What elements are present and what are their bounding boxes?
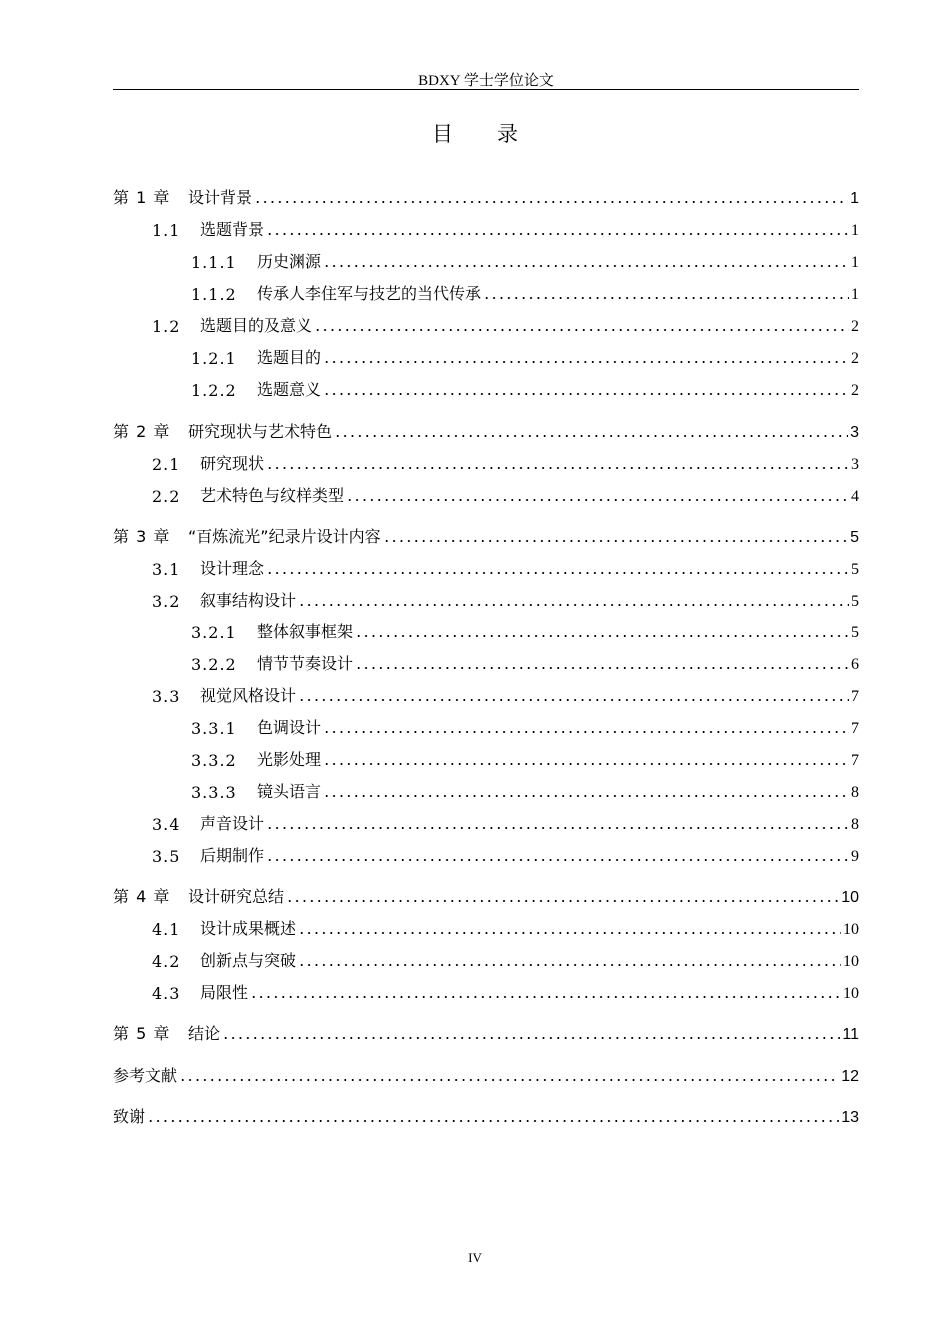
running-header: BDXY 学士学位论文 <box>418 73 554 89</box>
toc-dot-leader <box>298 699 849 701</box>
toc-entry-page: 1 <box>851 286 859 303</box>
toc-dot-leader <box>346 499 849 501</box>
toc-entry-page: 13 <box>841 1109 859 1126</box>
toc-entry[interactable] <box>113 248 859 272</box>
toc-dot-leader <box>323 361 849 363</box>
toc-entry[interactable] <box>113 450 859 474</box>
toc-entry-title: “百炼流光”纪录片设计内容 <box>188 527 381 546</box>
toc-entry-page: 2 <box>851 350 859 367</box>
toc-entry-page: 10 <box>843 953 859 970</box>
toc-dot-leader <box>334 435 848 437</box>
toc-dot-leader <box>323 265 849 267</box>
toc-entry-number: 3.4 <box>152 815 181 834</box>
toc-entry[interactable] <box>113 587 859 611</box>
toc-entry-page: 5 <box>850 529 859 546</box>
toc-entry-number: 3.2 <box>152 592 181 611</box>
toc-dot-leader <box>266 827 849 829</box>
page-number: IV <box>468 1250 482 1265</box>
toc-entry[interactable] <box>113 482 859 506</box>
toc-entry[interactable] <box>113 842 859 866</box>
toc-entry[interactable] <box>113 418 859 442</box>
toc-entry[interactable] <box>113 979 859 1003</box>
toc-entry-title: 设计研究总结 <box>188 887 285 906</box>
toc-entry-page: 8 <box>851 784 859 801</box>
toc-entry-page: 5 <box>851 561 859 578</box>
toc-entry[interactable] <box>113 947 859 971</box>
toc-entry-page: 2 <box>851 382 859 399</box>
toc-entry-number: 3.2.1 <box>191 623 237 642</box>
toc-entry-number: 3.3 <box>152 687 181 706</box>
toc-entry-page: 11 <box>842 1026 859 1043</box>
toc-entry-title: 整体叙事框架 <box>257 622 354 641</box>
toc-entry-title: 局限性 <box>200 983 249 1002</box>
toc-entry-title: 历史渊源 <box>257 252 322 271</box>
toc-entry-page: 7 <box>851 752 859 769</box>
toc-dot-leader <box>323 393 849 395</box>
toc-entry-page: 10 <box>843 921 859 938</box>
toc-dot-leader <box>266 233 849 235</box>
toc-entry-page: 4 <box>851 488 859 505</box>
toc-entry[interactable] <box>113 184 859 208</box>
toc-title: 目录 <box>432 122 562 146</box>
toc-dot-leader <box>298 604 849 606</box>
toc-dot-leader <box>179 1079 839 1081</box>
toc-entry-page: 1 <box>850 190 859 207</box>
toc-dot-leader <box>250 996 841 998</box>
toc-entry-number: 第 2 章 <box>113 422 171 441</box>
toc-dot-leader <box>355 667 849 669</box>
toc-entry-title: 艺术特色与纹样类型 <box>200 486 345 505</box>
toc-entry-title: 选题目的及意义 <box>200 316 313 335</box>
toc-dot-leader <box>254 201 848 203</box>
toc-entry-page: 2 <box>851 318 859 335</box>
toc-entry-page: 7 <box>851 720 859 737</box>
toc-entry-number: 3.2.2 <box>191 655 237 674</box>
toc-entry-title: 选题背景 <box>200 220 265 239</box>
toc-entry[interactable] <box>113 312 859 336</box>
toc-dot-leader <box>483 297 849 299</box>
toc-dot-leader <box>266 467 849 469</box>
toc-entry-number: 1.2 <box>152 317 181 336</box>
toc-entry-page: 5 <box>851 624 859 641</box>
toc-entry[interactable] <box>113 1062 859 1086</box>
toc-entry-number: 1.2.1 <box>191 349 237 368</box>
toc-entry[interactable] <box>113 810 859 834</box>
toc-entry-page: 12 <box>841 1068 859 1085</box>
toc-entry-title: 设计理念 <box>200 559 265 578</box>
toc-entry-page: 9 <box>851 848 859 865</box>
toc-entry[interactable] <box>113 1020 859 1044</box>
toc-entry-page: 7 <box>851 688 859 705</box>
toc-entry[interactable] <box>113 376 859 400</box>
toc-entry-number: 4.3 <box>152 984 181 1003</box>
toc-dot-leader <box>323 731 849 733</box>
toc-dot-leader <box>286 900 839 902</box>
table-of-contents <box>113 0 859 1200</box>
toc-entry[interactable] <box>113 778 859 802</box>
toc-entry[interactable] <box>113 618 859 642</box>
toc-entry-title: 参考文献 <box>113 1066 178 1085</box>
toc-entry-title: 研究现状 <box>200 454 265 473</box>
toc-dot-leader <box>266 859 849 861</box>
toc-entry-title: 结论 <box>188 1024 221 1043</box>
toc-entry-title: 选题意义 <box>257 380 322 399</box>
toc-entry-title: 致谢 <box>113 1107 146 1126</box>
toc-entry-number: 第 1 章 <box>113 188 171 207</box>
toc-entry-title: 镜头语言 <box>257 782 322 801</box>
toc-entry-title: 叙事结构设计 <box>200 591 297 610</box>
toc-entry-number: 2.2 <box>152 487 181 506</box>
toc-dot-leader <box>298 964 841 966</box>
toc-entry-number: 3.5 <box>152 847 181 866</box>
toc-dot-leader <box>314 329 849 331</box>
toc-entry-title: 设计背景 <box>188 188 253 207</box>
toc-entry-number: 3.3.1 <box>191 719 237 738</box>
toc-entry-page: 1 <box>851 222 859 239</box>
toc-entry[interactable] <box>113 344 859 368</box>
toc-entry[interactable] <box>113 216 859 240</box>
toc-entry-page: 6 <box>851 656 859 673</box>
toc-entry-number: 4.2 <box>152 952 181 971</box>
toc-entry-title: 研究现状与艺术特色 <box>188 422 333 441</box>
toc-entry-page: 1 <box>851 254 859 271</box>
toc-entry-page: 8 <box>851 816 859 833</box>
toc-dot-leader <box>323 763 849 765</box>
toc-entry[interactable] <box>113 915 859 939</box>
toc-entry-number: 3.1 <box>152 560 181 579</box>
toc-entry-title: 视觉风格设计 <box>200 686 297 705</box>
toc-entry[interactable] <box>113 555 859 579</box>
toc-entry-number: 1.1 <box>152 221 181 240</box>
toc-dot-leader <box>266 572 849 574</box>
toc-entry-number: 1.2.2 <box>191 381 237 400</box>
toc-entry-number: 1.1.2 <box>191 285 237 304</box>
toc-entry-page: 3 <box>850 424 859 441</box>
toc-dot-leader <box>383 540 849 542</box>
toc-dot-leader <box>147 1120 839 1122</box>
toc-entry[interactable] <box>113 746 859 770</box>
toc-entry-page: 3 <box>851 456 859 473</box>
toc-dot-leader <box>323 795 849 797</box>
toc-entry[interactable] <box>113 883 859 907</box>
toc-dot-leader <box>222 1037 840 1039</box>
toc-entry-page: 10 <box>841 889 859 906</box>
toc-entry-number: 3.3.3 <box>191 783 237 802</box>
toc-entry-number: 第 3 章 <box>113 527 171 546</box>
toc-entry[interactable] <box>113 682 859 706</box>
toc-entry[interactable] <box>113 1103 859 1127</box>
toc-entry[interactable] <box>113 650 859 674</box>
toc-entry-number: 第 5 章 <box>113 1024 171 1043</box>
toc-entry[interactable] <box>113 523 859 547</box>
toc-entry-number: 1.1.1 <box>191 253 237 272</box>
toc-dot-leader <box>298 932 841 934</box>
toc-entry-title: 传承人李住军与技艺的当代传承 <box>257 284 482 303</box>
toc-entry[interactable] <box>113 714 859 738</box>
toc-entry-title: 创新点与突破 <box>200 951 297 970</box>
toc-entry-page: 5 <box>851 593 859 610</box>
toc-entry-title: 选题目的 <box>257 348 322 367</box>
toc-entry-number: 第 4 章 <box>113 887 171 906</box>
toc-entry[interactable] <box>113 280 859 304</box>
toc-entry-number: 3.3.2 <box>191 751 237 770</box>
toc-entry-number: 4.1 <box>152 920 181 939</box>
toc-entry-title: 光影处理 <box>257 750 322 769</box>
toc-entry-title: 声音设计 <box>200 814 265 833</box>
toc-dot-leader <box>355 635 849 637</box>
toc-entry-title: 后期制作 <box>200 846 265 865</box>
toc-entry-title: 情节节奏设计 <box>257 654 354 673</box>
toc-entry-title: 设计成果概述 <box>200 919 297 938</box>
toc-entry-number: 2.1 <box>152 455 181 474</box>
toc-entry-page: 10 <box>843 985 859 1002</box>
toc-entry-title: 色调设计 <box>257 718 322 737</box>
